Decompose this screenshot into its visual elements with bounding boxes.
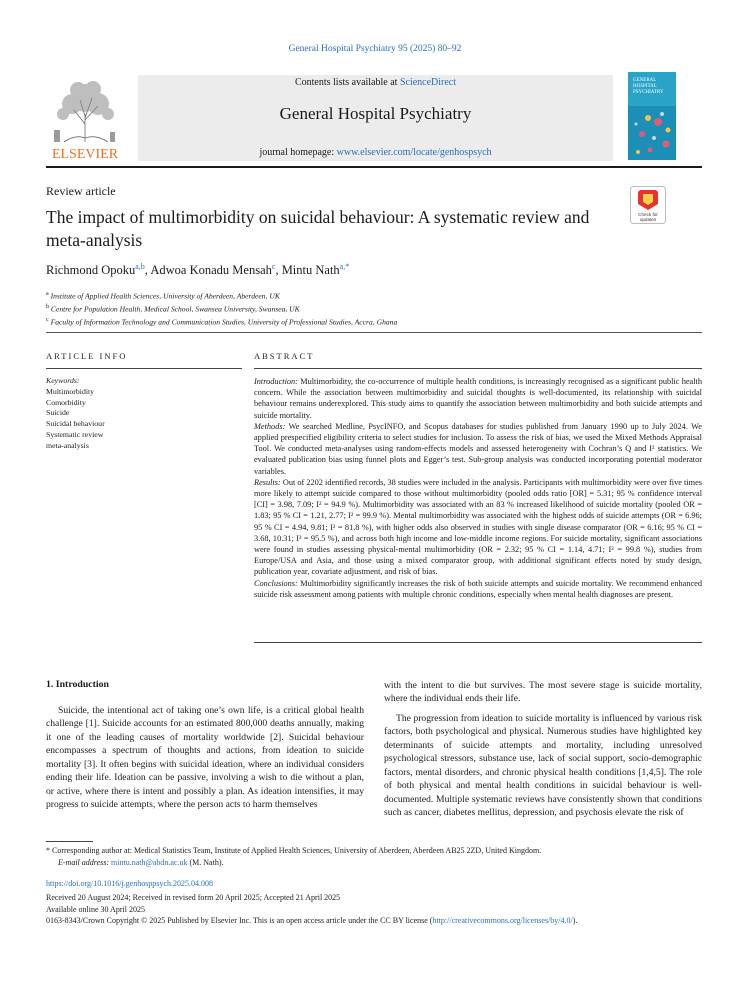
abstract-conclusions-label: Conclusions: bbox=[254, 578, 298, 588]
author-separator: , bbox=[275, 263, 282, 278]
check-for-updates-icon bbox=[630, 186, 666, 224]
elsevier-tree-icon bbox=[46, 74, 124, 160]
email-suffix: (M. Nath). bbox=[189, 858, 224, 867]
journal-homepage-link[interactable]: www.elsevier.com/locate/genhospsych bbox=[336, 147, 492, 158]
abstract-rule bbox=[254, 368, 702, 369]
abstract-methods-label: Methods: bbox=[254, 421, 286, 431]
keyword-item: Multimorbidity bbox=[46, 386, 95, 396]
homepage-prefix: journal homepage: bbox=[259, 147, 337, 158]
cover-title-line-3: PSYCHIATRY bbox=[633, 90, 664, 95]
copyright-line bbox=[46, 916, 706, 925]
keywords-label: Keywords: bbox=[46, 376, 80, 385]
abstract-introduction-label: Introduction: bbox=[254, 377, 298, 386]
abstract-conclusions bbox=[254, 578, 702, 600]
body-paragraph: with the intent to die but survives. The most severe stage is suicide mortality, where the individual ends their life. bbox=[384, 680, 702, 705]
affiliation-text: Centre for Population Health, Medical School, Swansea University, Swansea, UK bbox=[50, 304, 300, 314]
doi-link[interactable]: https://doi.org/10.1016/j.genhosppsych.2025.04.008 bbox=[46, 879, 213, 888]
author-separator: , bbox=[144, 263, 151, 278]
author-affiliation-marker[interactable]: c bbox=[271, 262, 276, 271]
contents-prefix: Contents lists available at bbox=[294, 77, 400, 88]
abstract-heading: ABSTRACT bbox=[254, 351, 315, 361]
cover-title-line-1: GENERAL bbox=[633, 78, 657, 83]
author-name[interactable]: Adwoa Konadu Mensah bbox=[150, 263, 272, 278]
journal-cover-thumbnail[interactable] bbox=[628, 72, 676, 160]
author-name[interactable]: Richmond Opoku bbox=[46, 263, 136, 278]
body-paragraph: The progression from ideation to suicide mortality is influenced by various risk factors, both psychological and physical. Numerous studies have highlighted key determinants of suicide attempts and mortality, including unresolved psychological stressors, substance use, lack of social support, socio-demographic factors, mental disorders, and chronic physical health conditions [1,4,5]. The role of both physical and mental health conditions in suicidal behaviour is well-documented. Multiple systematic reviews have consistently shown that conditions such as cancer, diabetes mellitus, depression, and psychosis elevate the risk of bbox=[384, 712, 702, 819]
keyword-item: Suicidal behaviour bbox=[46, 419, 105, 429]
abstract-conclusions-text: Multimorbidity significantly increases the risk of both suicide attempts and suicide mortality. We recommend enhanced suicide risk assessment among patients with multiple chronic conditions, especially when mental health diagnoses are present. bbox=[254, 578, 703, 599]
author-affiliation-marker[interactable]: a,b bbox=[135, 262, 145, 271]
elsevier-wordmark: ELSEVIER bbox=[51, 147, 119, 160]
abstract-results-label: Results: bbox=[254, 477, 281, 487]
copyright-suffix: ). bbox=[572, 916, 578, 925]
received-dates: Received 20 August 2024; Received in revised form 20 April 2025; Accepted 21 April 2025 bbox=[46, 893, 341, 902]
keywords-block bbox=[46, 376, 105, 452]
article-info-rule bbox=[46, 368, 242, 369]
check-badge-line-2: updates bbox=[639, 217, 657, 222]
affiliation-marker: c bbox=[46, 317, 49, 324]
abstract-results-text: Out of 2202 identified records, 38 studies were included in the analysis. Participants with multimorbidity were over five times more likely to attempt suicide compared to those without multimorbidity (pooled odds ratio [OR] = 5.31; 95 % confidence interval [CI] = 3.98, 7.09; I² = 94.9 %). Multimorbidity was associated with an 83 % increased likelihood of suicide mortality (pooled OR = 1.83; 95 % CI = 1.21, 2.77; I² = 99.9 %). Mental multimorbidity was associated with the highest odds of suicide attempts (OR = 6.96; 95 % CI = 4.94, 9.81; I² = 81.8 %), with higher odds also observed in studies with single disease comparator (OR = 6.16; 95 % CI = 3.68, 10.31; I² = 95.5 %), and across both high income and low-middle income regions. For suicide mortality, significant associations were found in studies assessing physical-mental multimorbidity (OR = 2.32; 95 % CI = 1.14, 4.71; I² = 99.8 %), studies from Europe/USA and Asia, and those using a mixed comparator group, with additional significant effects noted by study design, publication year, covariate adjustment, and risk of bias. bbox=[254, 477, 702, 577]
running-head[interactable]: General Hospital Psychiatry 95 (2025) 80–92 bbox=[288, 44, 462, 54]
author-affiliation-marker[interactable]: a,* bbox=[339, 262, 350, 271]
license-link[interactable]: http://creativecommons.org/licenses/by/4.0/ bbox=[432, 916, 573, 925]
body-paragraph: Suicide, the intentional act of taking one’s own life, is a critical global health challenge [1]. Suicide accounts for an estimated 800,000 deaths annually, making it one of the leading causes of mortality worldwide [2]. Suicidal behaviour encompasses a spectrum of thoughts and actions, from ideation to suicide mortality [3]. It often begins with suicidal ideation, where an individual considers ending their life. Ideation can be passive, involving a wish to die without a plan, or active, where there is intent and possibly a plan. As ideation intensifies, it may progress to suicide attempts, where the person acts to harm themselves bbox=[46, 705, 364, 811]
affiliation-text: Institute of Applied Health Sciences, University of Aberdeen, Aberdeen, UK bbox=[50, 291, 280, 301]
abstract-body bbox=[254, 376, 702, 600]
header-rule bbox=[46, 332, 702, 333]
abstract-introduction bbox=[254, 376, 702, 421]
cover-title-line-2: HOSPITAL bbox=[633, 84, 657, 89]
elsevier-logo[interactable] bbox=[46, 74, 124, 160]
email-label: E-mail address: bbox=[58, 858, 110, 867]
journal-cover-image bbox=[628, 72, 676, 160]
affiliation-marker: b bbox=[46, 304, 49, 311]
abstract-methods bbox=[254, 421, 702, 477]
masthead-rule bbox=[46, 166, 702, 168]
affiliation-item bbox=[46, 302, 696, 315]
keyword-item: Comorbidity bbox=[46, 397, 86, 407]
corresponding-author-footnote bbox=[46, 845, 702, 869]
check-for-updates-button[interactable] bbox=[630, 186, 666, 224]
journal-name: General Hospital Psychiatry bbox=[279, 104, 472, 123]
article-type: Review article bbox=[46, 184, 116, 198]
affiliation-list bbox=[46, 289, 696, 328]
author-name[interactable]: Mintu Nath bbox=[281, 263, 340, 278]
article-info-heading: ARTICLE INFO bbox=[46, 351, 128, 361]
contents-line bbox=[138, 77, 613, 88]
copyright-text: 0163-8343/Crown Copyright © 2025 Published by Elsevier Inc. This is an open access article under the CC BY license ( bbox=[46, 916, 433, 925]
abstract-introduction-text: Multimorbidity, the co-occurrence of multiple health conditions, is increasingly recognised as a significant public health concern. While the association between multimorbidity and suicidal thoughts is well-documented, its relationship with suicidal behaviour remains underexplored. This study aims to quantify the association between multimorbidity and both suicide attempts and suicide mortality. bbox=[254, 377, 703, 420]
footnote-rule bbox=[46, 841, 93, 842]
section-heading-introduction: 1. Introduction bbox=[46, 679, 109, 690]
abstract-results bbox=[254, 477, 702, 578]
body-column-right bbox=[384, 679, 702, 820]
author-list bbox=[46, 262, 349, 278]
abstract-bottom-rule bbox=[254, 642, 702, 643]
check-badge-line-1: Check for bbox=[638, 212, 658, 217]
affiliation-text: Faculty of Information Technology and Communication Studies, University of Professional Studies, Accra, Ghana bbox=[50, 317, 398, 327]
homepage-line bbox=[138, 147, 613, 158]
sciencedirect-link[interactable]: ScienceDirect bbox=[399, 77, 457, 88]
email-link[interactable]: mintu.nath@abdn.ac.uk bbox=[111, 858, 188, 867]
article-title: The impact of multimorbidity on suicidal behaviour: A systematic review and meta-analysis bbox=[46, 207, 590, 250]
body-column-left bbox=[46, 704, 364, 812]
keyword-item: meta-analysis bbox=[46, 440, 89, 450]
affiliation-marker: a bbox=[46, 291, 49, 297]
footnote-marker: * bbox=[46, 846, 50, 855]
affiliation-item bbox=[46, 289, 696, 302]
keyword-item: Systematic review bbox=[46, 429, 104, 439]
article-dates bbox=[46, 892, 340, 916]
available-online-date: Available online 30 April 2025 bbox=[46, 905, 145, 914]
abstract-methods-text: We searched Medline, PsycINFO, and Scopus databases for studies published from January 1990 up to July 2024. We applied prespecified eligibility criteria to select studies for inclusion. To assess the risk of bias, we used the Mixed Methods Appraisal Tool. We conducted meta-analyses using random-effects models and assessed heterogeneity with Cochran’s Q and I² statistics. We evaluated publication bias using funnel plots and Egger’s test. Sub-group analysis was conducted incorporating potential moderator variables. bbox=[254, 421, 702, 476]
keyword-item: Suicide bbox=[46, 408, 70, 418]
footnote-text: Corresponding author at: Medical Statistics Team, Institute of Applied Health Sciences, University of Aberdeen, Aberdeen AB25 2ZD, United Kingdom. bbox=[52, 846, 542, 855]
affiliation-item bbox=[46, 315, 696, 328]
